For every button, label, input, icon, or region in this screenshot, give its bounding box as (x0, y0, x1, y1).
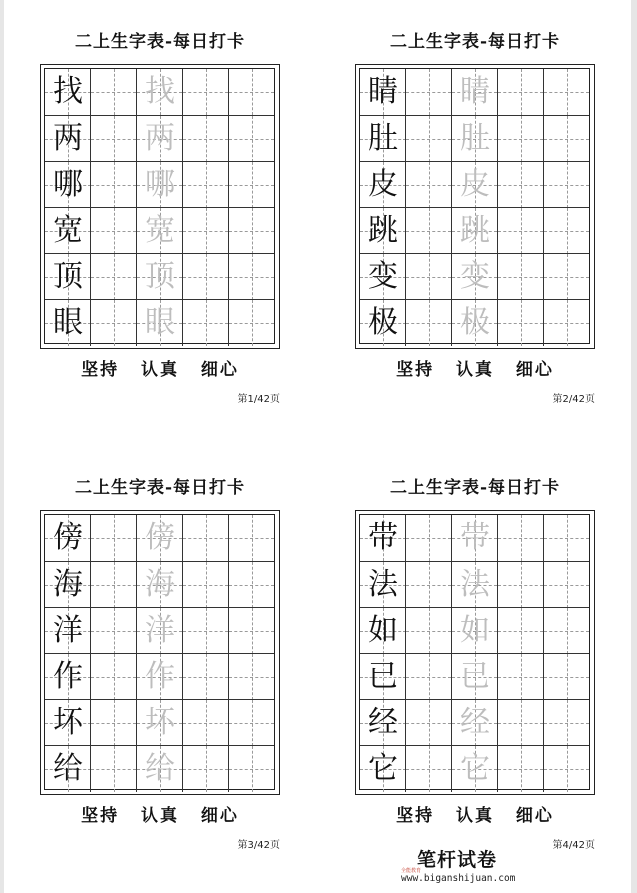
guide-line-horizontal (406, 538, 451, 539)
guide-line-horizontal (406, 92, 451, 93)
grid-cell[interactable] (136, 300, 182, 346)
guide-line-horizontal (498, 277, 543, 278)
guide-line-horizontal (406, 139, 451, 140)
grid-cell[interactable] (228, 300, 274, 346)
grid-cell[interactable] (136, 254, 182, 300)
grid-cell[interactable] (497, 162, 543, 208)
guide-line-horizontal (229, 323, 274, 324)
grid-cell[interactable] (497, 208, 543, 254)
grid-cell[interactable] (543, 608, 589, 654)
grid-cell[interactable] (136, 69, 182, 115)
guide-line-horizontal (544, 538, 589, 539)
grid-cell[interactable] (497, 515, 543, 561)
grid-cell[interactable] (90, 116, 136, 162)
motto-text: 坚持 认真 细心 (396, 806, 554, 826)
grid-cell[interactable] (45, 162, 91, 208)
grid-cell[interactable] (360, 254, 406, 300)
trace-character: 跳 (460, 213, 490, 248)
sheet-title: 二上生字表-每日打卡 (74, 478, 246, 498)
guide-line-horizontal (544, 231, 589, 232)
grid-cell[interactable] (543, 515, 589, 561)
model-character: 已 (368, 659, 398, 694)
grid-cell[interactable] (405, 69, 451, 115)
grid-cell[interactable] (543, 116, 589, 162)
grid-cell[interactable] (228, 69, 274, 115)
model-character: 眼 (53, 305, 83, 340)
grid-cell[interactable] (360, 208, 406, 254)
grid-cell[interactable] (451, 562, 497, 608)
grid-cell[interactable] (90, 208, 136, 254)
guide-line-horizontal (91, 677, 136, 678)
grid-cell[interactable] (45, 300, 91, 346)
guide-line-horizontal (498, 185, 543, 186)
guide-line-horizontal (544, 139, 589, 140)
grid-cell[interactable] (543, 562, 589, 608)
grid-cell[interactable] (90, 69, 136, 115)
grid-cell[interactable] (360, 116, 406, 162)
guide-line-horizontal (183, 769, 228, 770)
grid-cell[interactable] (543, 746, 589, 792)
grid-frame (40, 510, 280, 795)
guide-line-horizontal (229, 723, 274, 724)
trace-character: 眼 (145, 305, 175, 340)
guide-line-horizontal (91, 769, 136, 770)
grid-cell[interactable] (136, 700, 182, 746)
guide-line-horizontal (91, 631, 136, 632)
guide-line-horizontal (229, 631, 274, 632)
grid-cell[interactable] (136, 654, 182, 700)
grid-cell[interactable] (136, 746, 182, 792)
grid-cell[interactable] (451, 515, 497, 561)
grid-cell[interactable] (497, 654, 543, 700)
worksheet-page (4, 0, 631, 893)
grid-row (360, 607, 589, 654)
grid-cell[interactable] (182, 69, 228, 115)
guide-line-horizontal (91, 723, 136, 724)
trace-character: 两 (145, 121, 175, 156)
trace-character: 哪 (145, 167, 175, 202)
grid-cell[interactable] (543, 654, 589, 700)
guide-line-horizontal (229, 538, 274, 539)
grid-row (45, 115, 274, 162)
grid-cell[interactable] (451, 69, 497, 115)
guide-line-horizontal (229, 185, 274, 186)
guide-line-horizontal (91, 538, 136, 539)
grid-cell[interactable] (228, 700, 274, 746)
writing-grid (44, 514, 275, 790)
trace-character: 变 (460, 259, 490, 294)
guide-line-horizontal (229, 677, 274, 678)
grid-row (360, 653, 589, 700)
grid-cell[interactable] (182, 562, 228, 608)
grid-cell[interactable] (45, 562, 91, 608)
model-character: 洋 (53, 613, 83, 648)
grid-cell[interactable] (360, 608, 406, 654)
model-character: 坏 (53, 705, 83, 740)
model-character: 带 (368, 520, 398, 555)
grid-cell[interactable] (182, 700, 228, 746)
trace-character: 它 (460, 751, 490, 786)
trace-character: 傍 (145, 520, 175, 555)
guide-line-horizontal (183, 631, 228, 632)
guide-line-horizontal (544, 723, 589, 724)
grid-cell[interactable] (497, 562, 543, 608)
page-number: 第3/42页 (237, 840, 280, 851)
model-character: 肚 (368, 121, 398, 156)
grid-cell[interactable] (136, 208, 182, 254)
grid-cell[interactable] (543, 300, 589, 346)
guide-line-horizontal (498, 769, 543, 770)
grid-cell[interactable] (497, 254, 543, 300)
brand-tagline: 全能教育 (401, 868, 422, 874)
writing-grid (359, 514, 590, 790)
grid-row (360, 745, 589, 792)
model-character: 如 (368, 613, 398, 648)
grid-cell[interactable] (360, 746, 406, 792)
grid-cell[interactable] (136, 116, 182, 162)
trace-character: 宽 (145, 213, 175, 248)
grid-cell[interactable] (228, 515, 274, 561)
grid-row (360, 561, 589, 608)
grid-cell[interactable] (451, 608, 497, 654)
model-character: 傍 (53, 520, 83, 555)
guide-line-horizontal (91, 185, 136, 186)
guide-line-horizontal (406, 585, 451, 586)
grid-row (45, 699, 274, 746)
grid-cell[interactable] (228, 162, 274, 208)
grid-cell[interactable] (451, 254, 497, 300)
grid-cell[interactable] (90, 746, 136, 792)
grid-frame (355, 510, 595, 795)
grid-row (360, 699, 589, 746)
guide-line-horizontal (406, 677, 451, 678)
grid-cell[interactable] (405, 562, 451, 608)
trace-character: 经 (460, 705, 490, 740)
grid-cell[interactable] (182, 162, 228, 208)
grid-cell[interactable] (405, 700, 451, 746)
grid-cell[interactable] (451, 162, 497, 208)
grid-cell[interactable] (136, 562, 182, 608)
sheet-title: 二上生字表-每日打卡 (389, 478, 561, 498)
grid-row (45, 253, 274, 300)
guide-line-horizontal (91, 92, 136, 93)
grid-cell[interactable] (136, 162, 182, 208)
grid-cell[interactable] (451, 746, 497, 792)
model-character: 找 (53, 74, 83, 109)
model-character: 作 (53, 659, 83, 694)
grid-cell[interactable] (451, 300, 497, 346)
guide-line-horizontal (406, 723, 451, 724)
grid-cell[interactable] (90, 300, 136, 346)
guide-line-horizontal (183, 277, 228, 278)
trace-character: 给 (145, 751, 175, 786)
trace-character: 法 (460, 567, 490, 602)
grid-cell[interactable] (543, 700, 589, 746)
grid-cell[interactable] (45, 608, 91, 654)
guide-line-horizontal (498, 631, 543, 632)
grid-cell[interactable] (360, 300, 406, 346)
grid-cell[interactable] (497, 608, 543, 654)
grid-row (360, 115, 589, 162)
grid-cell[interactable] (90, 608, 136, 654)
grid-row (360, 253, 589, 300)
guide-line-horizontal (406, 631, 451, 632)
grid-cell[interactable] (405, 654, 451, 700)
guide-line-horizontal (183, 585, 228, 586)
trace-character: 睛 (460, 74, 490, 109)
model-character: 顶 (53, 259, 83, 294)
grid-cell[interactable] (360, 700, 406, 746)
grid-cell[interactable] (497, 69, 543, 115)
model-character: 皮 (368, 167, 398, 202)
guide-line-horizontal (498, 677, 543, 678)
grid-cell[interactable] (543, 208, 589, 254)
guide-line-horizontal (91, 585, 136, 586)
model-character: 变 (368, 259, 398, 294)
grid-cell[interactable] (228, 608, 274, 654)
grid-cell[interactable] (228, 654, 274, 700)
writing-grid (359, 68, 590, 344)
grid-cell[interactable] (405, 162, 451, 208)
guide-line-horizontal (406, 769, 451, 770)
grid-cell[interactable] (45, 654, 91, 700)
motto-text: 坚持 认真 细心 (81, 360, 239, 380)
grid-cell[interactable] (90, 700, 136, 746)
grid-cell[interactable] (497, 746, 543, 792)
grid-cell[interactable] (136, 515, 182, 561)
guide-line-horizontal (229, 585, 274, 586)
grid-cell[interactable] (182, 116, 228, 162)
guide-line-horizontal (91, 277, 136, 278)
grid-cell[interactable] (405, 608, 451, 654)
grid-cell[interactable] (228, 116, 274, 162)
trace-character: 找 (145, 74, 175, 109)
page-number: 第2/42页 (552, 394, 595, 405)
grid-row (360, 515, 589, 561)
grid-row (45, 745, 274, 792)
guide-line-horizontal (544, 769, 589, 770)
brand-url: www.biganshijuan.com (401, 873, 516, 884)
sheet-title: 二上生字表-每日打卡 (389, 32, 561, 52)
grid-cell[interactable] (182, 300, 228, 346)
grid-cell[interactable] (451, 116, 497, 162)
sheet-title: 二上生字表-每日打卡 (74, 32, 246, 52)
grid-row (45, 299, 274, 346)
brand-name: 笔杆试卷 (417, 849, 498, 871)
guide-line-horizontal (544, 277, 589, 278)
guide-line-horizontal (91, 323, 136, 324)
grid-cell[interactable] (45, 700, 91, 746)
grid-frame (40, 64, 280, 349)
grid-cell[interactable] (360, 654, 406, 700)
trace-character: 极 (460, 305, 490, 340)
guide-line-horizontal (406, 231, 451, 232)
trace-character: 带 (460, 520, 490, 555)
grid-cell[interactable] (405, 254, 451, 300)
trace-character: 洋 (145, 613, 175, 648)
model-character: 它 (368, 751, 398, 786)
grid-row (360, 299, 589, 346)
grid-cell[interactable] (405, 116, 451, 162)
guide-line-horizontal (498, 585, 543, 586)
grid-row (45, 607, 274, 654)
grid-cell[interactable] (360, 562, 406, 608)
grid-cell[interactable] (182, 608, 228, 654)
grid-cell[interactable] (182, 208, 228, 254)
grid-cell[interactable] (45, 116, 91, 162)
guide-line-horizontal (544, 92, 589, 93)
model-character: 海 (53, 567, 83, 602)
model-character: 哪 (53, 167, 83, 202)
trace-character: 肚 (460, 121, 490, 156)
trace-character: 坏 (145, 705, 175, 740)
grid-cell[interactable] (497, 700, 543, 746)
grid-cell[interactable] (45, 515, 91, 561)
guide-line-horizontal (183, 92, 228, 93)
grid-cell[interactable] (405, 300, 451, 346)
guide-line-horizontal (183, 323, 228, 324)
grid-cell[interactable] (497, 300, 543, 346)
grid-cell[interactable] (182, 254, 228, 300)
grid-cell[interactable] (136, 608, 182, 654)
trace-character: 作 (145, 659, 175, 694)
grid-cell[interactable] (360, 162, 406, 208)
grid-cell[interactable] (497, 116, 543, 162)
guide-line-horizontal (183, 185, 228, 186)
grid-row (360, 207, 589, 254)
page-number: 第1/42页 (237, 394, 280, 405)
guide-line-horizontal (229, 92, 274, 93)
grid-cell[interactable] (451, 700, 497, 746)
trace-character: 皮 (460, 167, 490, 202)
guide-line-horizontal (406, 323, 451, 324)
guide-line-horizontal (183, 538, 228, 539)
motto-text: 坚持 认真 细心 (396, 360, 554, 380)
model-character: 睛 (368, 74, 398, 109)
grid-cell[interactable] (45, 254, 91, 300)
model-character: 跳 (368, 213, 398, 248)
grid-row (45, 69, 274, 115)
guide-line-horizontal (406, 185, 451, 186)
trace-character: 海 (145, 567, 175, 602)
grid-cell[interactable] (90, 654, 136, 700)
grid-cell[interactable] (543, 162, 589, 208)
grid-cell[interactable] (543, 69, 589, 115)
grid-cell[interactable] (45, 69, 91, 115)
guide-line-horizontal (544, 323, 589, 324)
guide-line-horizontal (229, 769, 274, 770)
grid-cell[interactable] (405, 515, 451, 561)
guide-line-horizontal (229, 231, 274, 232)
guide-line-horizontal (406, 277, 451, 278)
grid-cell[interactable] (90, 515, 136, 561)
guide-line-horizontal (229, 139, 274, 140)
trace-character: 如 (460, 613, 490, 648)
grid-cell[interactable] (543, 254, 589, 300)
guide-line-horizontal (183, 677, 228, 678)
page-number: 第4/42页 (552, 840, 595, 851)
grid-cell[interactable] (405, 746, 451, 792)
guide-line-horizontal (183, 231, 228, 232)
grid-cell[interactable] (228, 746, 274, 792)
guide-line-horizontal (544, 677, 589, 678)
grid-cell[interactable] (451, 208, 497, 254)
grid-row (45, 207, 274, 254)
grid-cell[interactable] (45, 208, 91, 254)
grid-cell[interactable] (182, 746, 228, 792)
guide-line-horizontal (498, 323, 543, 324)
grid-cell[interactable] (451, 654, 497, 700)
grid-cell[interactable] (228, 208, 274, 254)
grid-cell[interactable] (90, 562, 136, 608)
guide-line-horizontal (498, 92, 543, 93)
model-character: 极 (368, 305, 398, 340)
guide-line-horizontal (498, 231, 543, 232)
grid-row (45, 161, 274, 208)
grid-cell[interactable] (228, 562, 274, 608)
guide-line-horizontal (91, 139, 136, 140)
grid-cell[interactable] (360, 515, 406, 561)
grid-cell[interactable] (90, 162, 136, 208)
guide-line-horizontal (544, 585, 589, 586)
model-character: 宽 (53, 213, 83, 248)
grid-cell[interactable] (405, 208, 451, 254)
guide-line-horizontal (183, 139, 228, 140)
guide-line-horizontal (183, 723, 228, 724)
grid-frame (355, 64, 595, 349)
grid-cell[interactable] (182, 515, 228, 561)
guide-line-horizontal (498, 723, 543, 724)
guide-line-horizontal (498, 538, 543, 539)
motto-text: 坚持 认真 细心 (81, 806, 239, 826)
guide-line-horizontal (498, 139, 543, 140)
grid-cell[interactable] (90, 254, 136, 300)
guide-line-horizontal (91, 231, 136, 232)
grid-row (45, 561, 274, 608)
grid-row (360, 161, 589, 208)
guide-line-horizontal (544, 631, 589, 632)
grid-cell[interactable] (182, 654, 228, 700)
grid-row (45, 515, 274, 561)
brand-logo (397, 845, 517, 887)
model-character: 两 (53, 121, 83, 156)
trace-character: 顶 (145, 259, 175, 294)
writing-grid (44, 68, 275, 344)
model-character: 给 (53, 751, 83, 786)
grid-cell[interactable] (228, 254, 274, 300)
model-character: 法 (368, 567, 398, 602)
grid-row (360, 69, 589, 115)
guide-line-horizontal (544, 185, 589, 186)
model-character: 经 (368, 705, 398, 740)
grid-cell[interactable] (45, 746, 91, 792)
grid-cell[interactable] (360, 69, 406, 115)
trace-character: 已 (460, 659, 490, 694)
grid-row (45, 653, 274, 700)
guide-line-horizontal (229, 277, 274, 278)
